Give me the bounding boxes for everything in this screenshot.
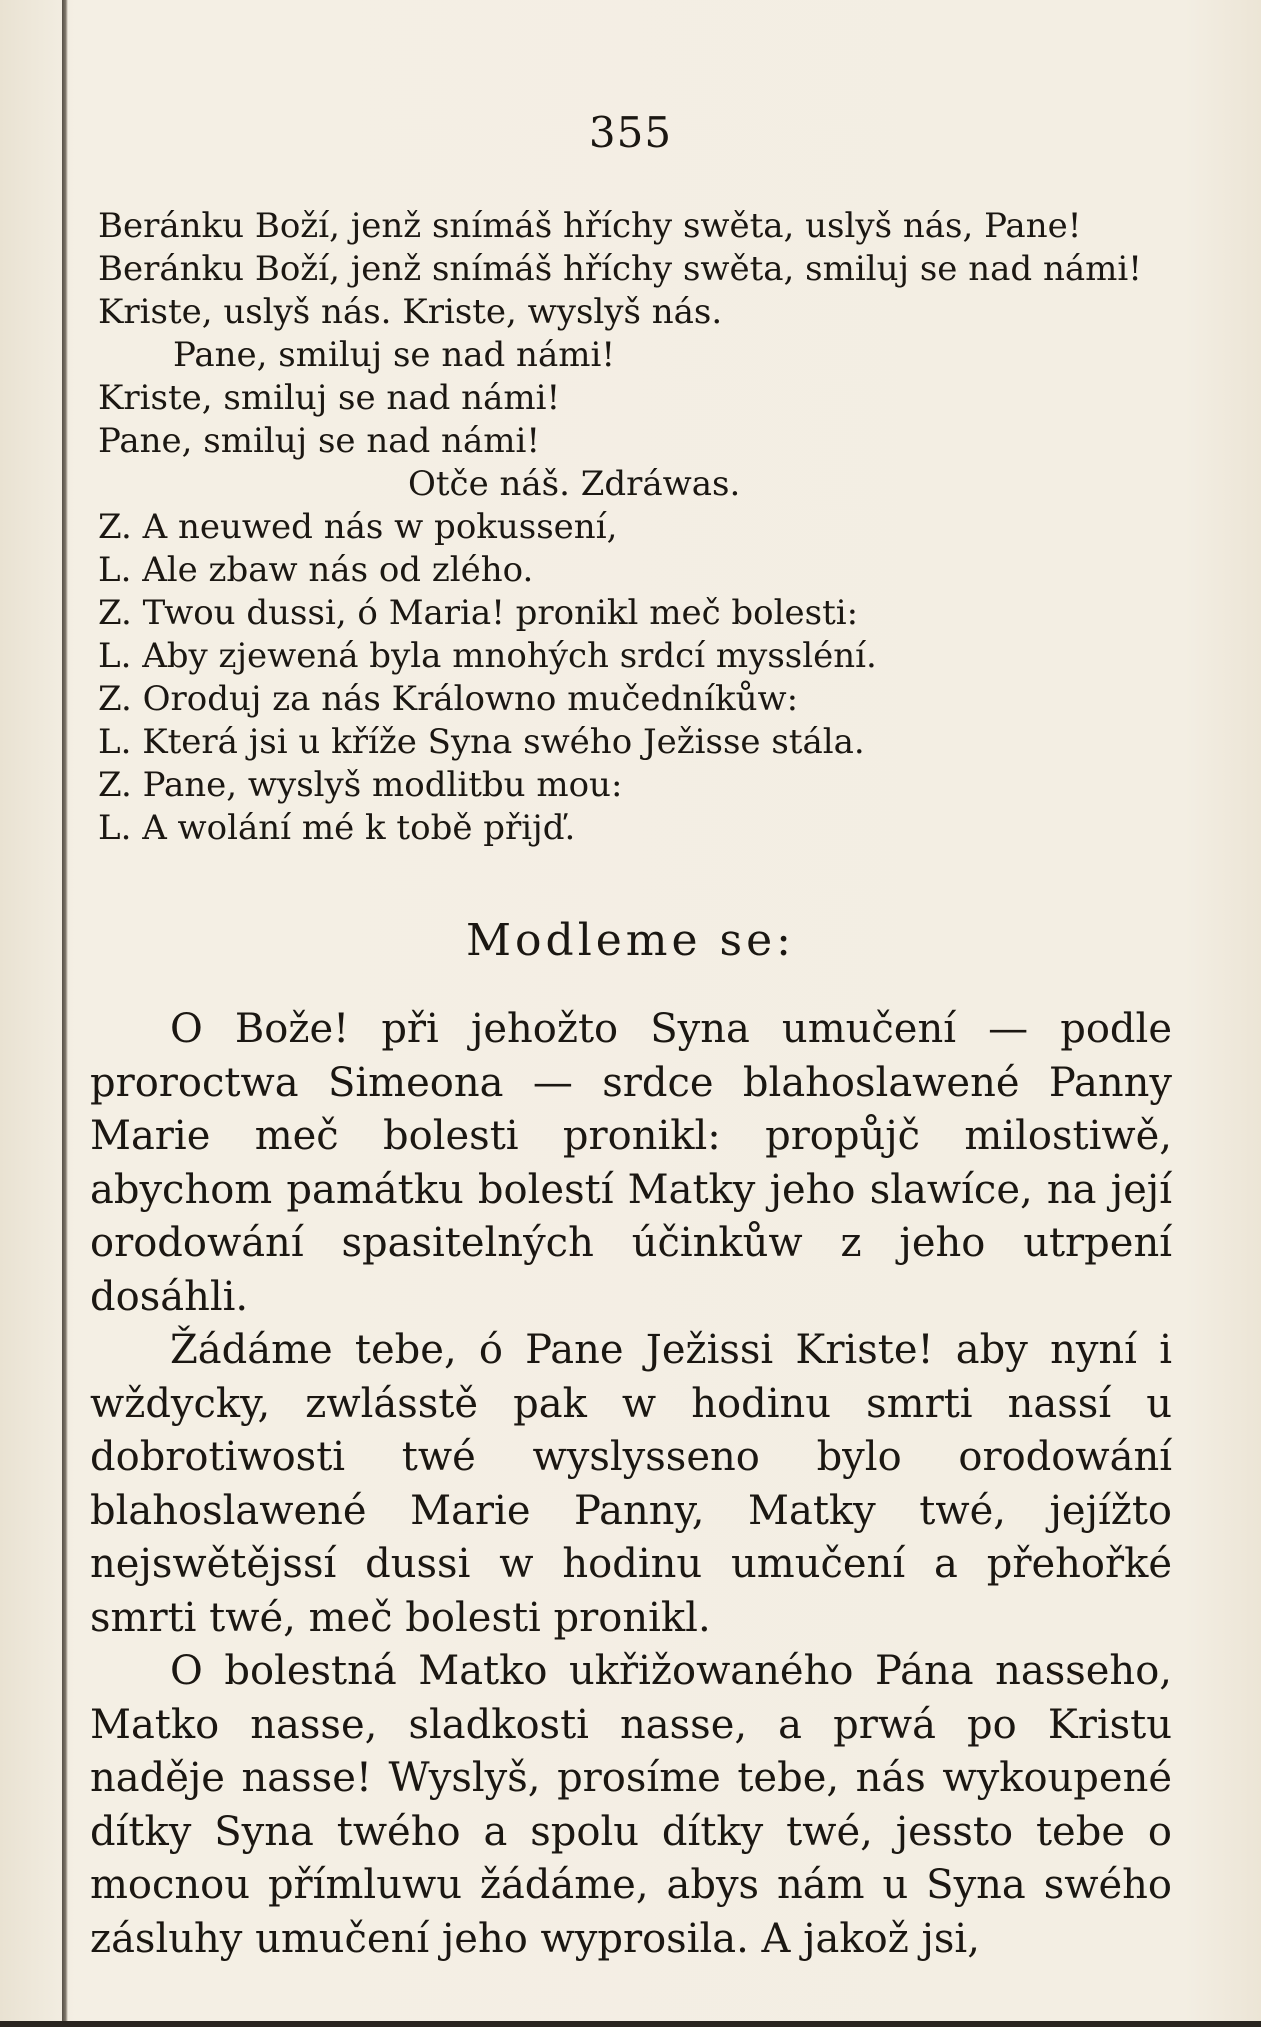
litany-line: L. Která jsi u kříže Syna swého Ježisse stála. bbox=[98, 722, 865, 762]
litany-line: L. A wolání mé k tobě přijď. bbox=[98, 808, 576, 848]
litany-line: Z. Twou dussi, ó Maria! pronikl meč bolesti: bbox=[98, 593, 859, 633]
litany-line: Z. Oroduj za nás Králowno mučedníkůw: bbox=[98, 679, 799, 719]
litany-line: Z. A neuwed nás w pokussení, bbox=[98, 507, 618, 547]
litany-line: Kriste, uslyš nás. Kriste, wyslyš nás. bbox=[98, 292, 723, 332]
prayer-text bbox=[90, 1003, 1172, 1966]
litany-line: Kriste, smiluj se nad námi! bbox=[98, 378, 561, 418]
litany-line: Beránku Boží, jenž snímáš hříchy swěta, uslyš nás, Pane! bbox=[98, 206, 1082, 246]
prayer-paragraph: O Bože! při jehožto Syna umučení — podle proroctwa Simeona — srdce blahoslawené Panny Marie meč bolesti pronikl: propůjč milostiwě, abychom památku bolestí Matky jeho slawíce, na její orodowání spasitelných účinkůw z jeho utrpení dosáhli. bbox=[90, 1006, 1172, 1320]
prayer-paragraph: O bolestná Matko ukřižowaného Pána nasseho, Matko nasse, sladkosti nasse, a prwá po Kristu naděje nasse! Wyslyš, prosíme tebe, nás wykoupené dítky Syna twého a spolu dítky twé, jessto tebe o mocnou přímluwu žádáme, abys nám u Syna swého zásluhy umučení jeho wyprosila. A jakož jsi, bbox=[90, 1648, 1172, 1962]
page-bottom-edge bbox=[0, 2021, 1261, 2027]
litany-line: Pane, smiluj se nad námi! bbox=[173, 335, 615, 375]
litany-block bbox=[98, 205, 1198, 850]
litany-line: L. Ale zbaw nás od zlého. bbox=[98, 550, 534, 590]
binding-edge bbox=[62, 0, 68, 2027]
litany-line: L. Aby zjewená byla mnohých srdcí myssléní. bbox=[98, 636, 877, 676]
litany-line: Z. Pane, wyslyš modlitbu mou: bbox=[98, 765, 623, 805]
page-number: 355 bbox=[588, 108, 673, 157]
litany-line: Beránku Boží, jenž snímáš hříchy swěta, smiluj se nad námi! bbox=[98, 249, 1142, 289]
litany-line: Pane, smiluj se nad námi! bbox=[98, 421, 540, 461]
prayer-heading: Modleme se: bbox=[465, 915, 795, 966]
litany-line: Otče náš. Zdráwas. bbox=[408, 464, 741, 504]
prayer-paragraph: Žádáme tebe, ó Pane Ježissi Kriste! aby nyní i wždycky, zwlásstě pak w hodinu smrti nassí u dobrotiwosti twé wyslyssenо bylo orodowání blahoslawené Marie Panny, Matky twé, jejížto nejswětějssí dussi w hodinu umučení a přehořké smrti twé, meč bolesti pronikl. bbox=[90, 1327, 1172, 1641]
